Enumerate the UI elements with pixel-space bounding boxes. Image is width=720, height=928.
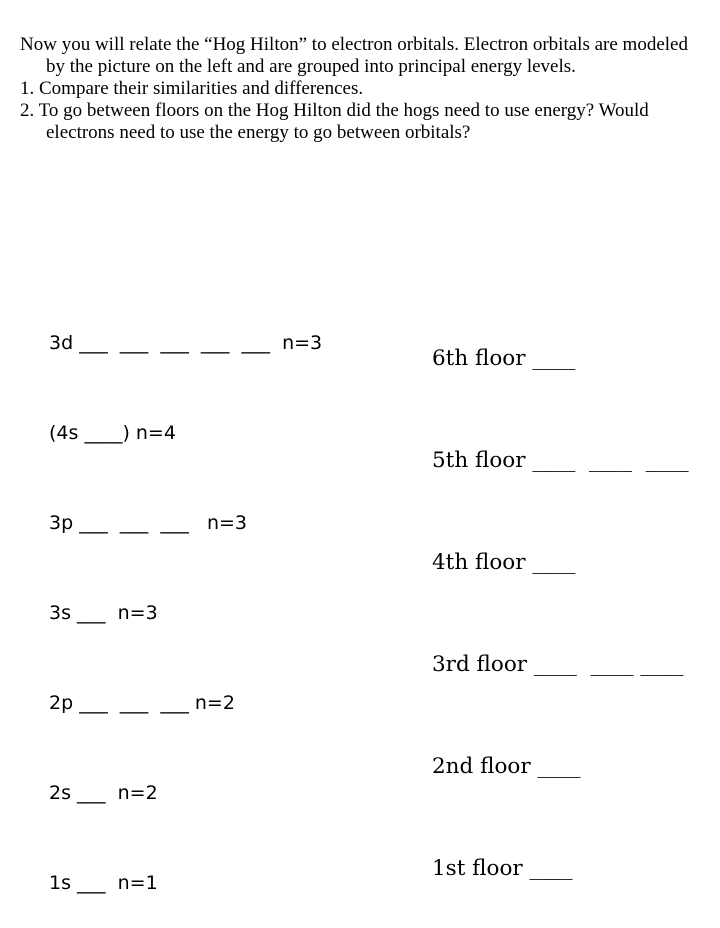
floor-row-1: 1st floor ____ <box>432 856 573 881</box>
orbital-row-3d: 3d ___ ___ ___ ___ ___ n=3 <box>49 332 323 354</box>
orbital-row-3p: 3p ___ ___ ___ n=3 <box>49 512 248 534</box>
floor-row-2: 2nd floor ____ <box>432 754 581 779</box>
instructions <box>20 34 710 144</box>
orbital-row-2s: 2s ___ n=2 <box>49 782 158 804</box>
orbital-row-2p: 2p ___ ___ ___ n=2 <box>49 692 235 714</box>
question-1: 1. Compare their similarities and differences. <box>20 78 364 99</box>
orbital-row-3s: 3s ___ n=3 <box>49 602 158 624</box>
orbital-row-1s: 1s ___ n=1 <box>49 872 158 894</box>
question-2: 2. To go between floors on the Hog Hilton did the hogs need to use energy? Would electrons need to use the energy to go between orbitals? <box>20 100 649 143</box>
hog-hilton-floors <box>432 274 689 920</box>
intro-paragraph: Now you will relate the “Hog Hilton” to electron orbitals. Electron orbitals are modeled by the picture on the left and are grouped into principal energy levels. <box>20 34 688 77</box>
floor-row-4: 4th floor ____ <box>432 550 576 575</box>
floor-row-5: 5th floor ____ ____ ____ <box>432 448 689 473</box>
orbital-diagram <box>49 268 322 928</box>
orbital-row-4s: (4s ____) n=4 <box>49 422 176 444</box>
floor-row-3: 3rd floor ____ ____ ____ <box>432 652 684 677</box>
floor-row-6: 6th floor ____ <box>432 346 576 371</box>
